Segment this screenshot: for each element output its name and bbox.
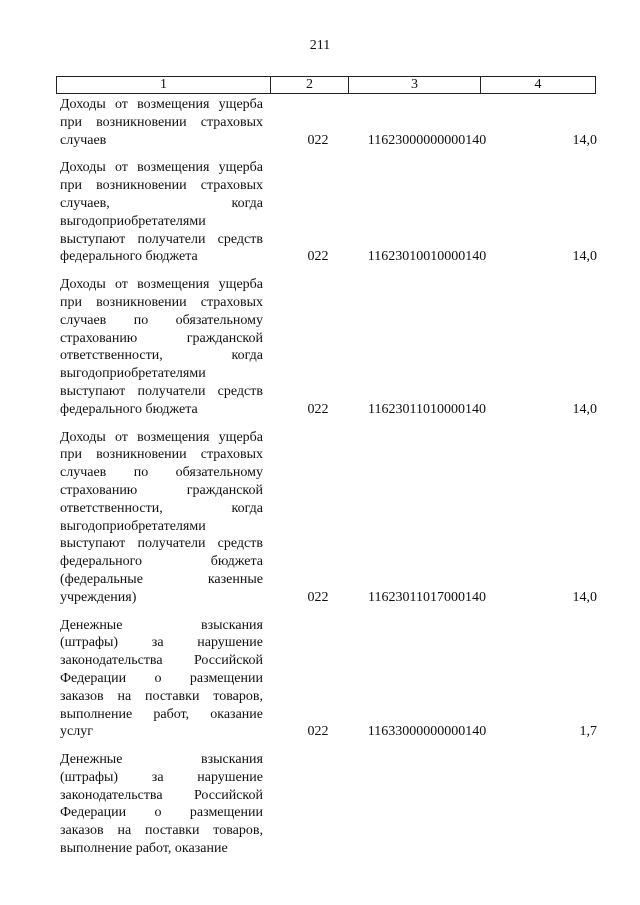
description-line: учреждения) — [60, 589, 137, 605]
description-line: законодательства Российской — [60, 787, 263, 803]
header-col-2: 2 — [271, 77, 349, 93]
description-line: законодательства Российской — [60, 653, 263, 669]
description-line: ответственности, когда — [60, 348, 263, 364]
description-line: федерального бюджета — [60, 249, 198, 265]
description-line: Доходы от возмещения ущерба — [60, 429, 263, 445]
description-line: заказов на поставки товаров, — [60, 823, 263, 839]
amount: 14,0 — [572, 249, 597, 265]
budget-classification-code: 11633000000000140 — [367, 724, 487, 740]
table-row — [60, 617, 600, 742]
admin-code: 022 — [307, 249, 329, 265]
budget-classification-code: 11623011010000140 — [368, 401, 486, 417]
description-line: выгодоприобретателями — [60, 518, 206, 534]
description-line: при возникновении страховых — [60, 178, 263, 194]
admin-code: 022 — [307, 589, 329, 605]
description-line: случаев по обязательному — [60, 312, 263, 328]
amount: 1,7 — [579, 724, 597, 740]
description-line: федерального бюджета — [60, 554, 263, 570]
description-line: Федерации о размещении — [60, 670, 263, 686]
row-description — [60, 429, 263, 607]
amount: 14,0 — [572, 589, 597, 605]
description-line: выступают получатели средств — [60, 536, 263, 552]
description-line: выгодоприобретателями — [60, 366, 206, 382]
description-line: при возникновении страховых — [60, 294, 263, 310]
header-col-4: 4 — [534, 77, 542, 92]
table-row — [60, 429, 600, 607]
description-line: Доходы от возмещения ущерба — [60, 97, 263, 112]
description-line: выгодоприобретателями — [60, 213, 206, 229]
description-line: Денежные взыскания — [60, 752, 263, 768]
description-line: выполнение работ, оказание — [60, 841, 228, 857]
description-line: случаев — [60, 132, 107, 148]
amount: 14,0 — [572, 132, 597, 148]
description-line: при возникновении страховых — [60, 114, 263, 130]
row-description — [60, 159, 263, 266]
admin-code: 022 — [307, 724, 329, 740]
table-row — [60, 276, 600, 418]
admin-code: 022 — [307, 401, 329, 417]
budget-classification-code: 11623000000000140 — [367, 132, 487, 148]
description-line: (федеральные казенные — [60, 571, 263, 587]
description-line: Федерации о размещении — [60, 805, 263, 821]
header-col-3: 3 — [349, 77, 481, 93]
table-header — [56, 76, 596, 94]
description-line: (штрафы) за нарушение — [60, 635, 263, 651]
budget-classification-code: 11623011017000140 — [368, 589, 486, 605]
row-description — [60, 617, 263, 742]
description-line: страхованию гражданской — [60, 482, 263, 498]
description-line: услуг — [60, 724, 93, 740]
row-description — [60, 276, 263, 418]
description-line: случаев, когда — [60, 195, 263, 211]
description-line: выступают получатели средств — [60, 383, 263, 399]
table-row — [60, 96, 600, 149]
description-line: ответственности, когда — [60, 500, 263, 516]
description-line: Денежные взыскания — [60, 617, 263, 633]
page-number: 211 — [309, 38, 331, 53]
amount: 14,0 — [572, 401, 597, 417]
description-line: Доходы от возмещения ущерба — [60, 277, 263, 293]
description-line: заказов на поставки товаров, — [60, 688, 263, 704]
description-line: выступают получатели средств — [60, 231, 263, 247]
description-line: страхованию гражданской — [60, 330, 263, 346]
admin-code: 022 — [307, 132, 329, 148]
row-description — [60, 751, 263, 858]
description-line: (штрафы) за нарушение — [60, 769, 263, 785]
table-body — [60, 96, 600, 868]
header-col-1: 1 — [57, 77, 271, 93]
budget-classification-code: 11623010010000140 — [367, 249, 487, 265]
description-line: федерального бюджета — [60, 401, 198, 417]
table-row — [60, 159, 600, 266]
description-line: Доходы от возмещения ущерба — [60, 160, 263, 176]
description-line: выполнение работ, оказание — [60, 706, 263, 722]
description-line: при возникновении страховых — [60, 447, 263, 463]
row-description — [60, 96, 263, 149]
description-line: случаев по обязательному — [60, 465, 263, 481]
table-row — [60, 751, 600, 858]
